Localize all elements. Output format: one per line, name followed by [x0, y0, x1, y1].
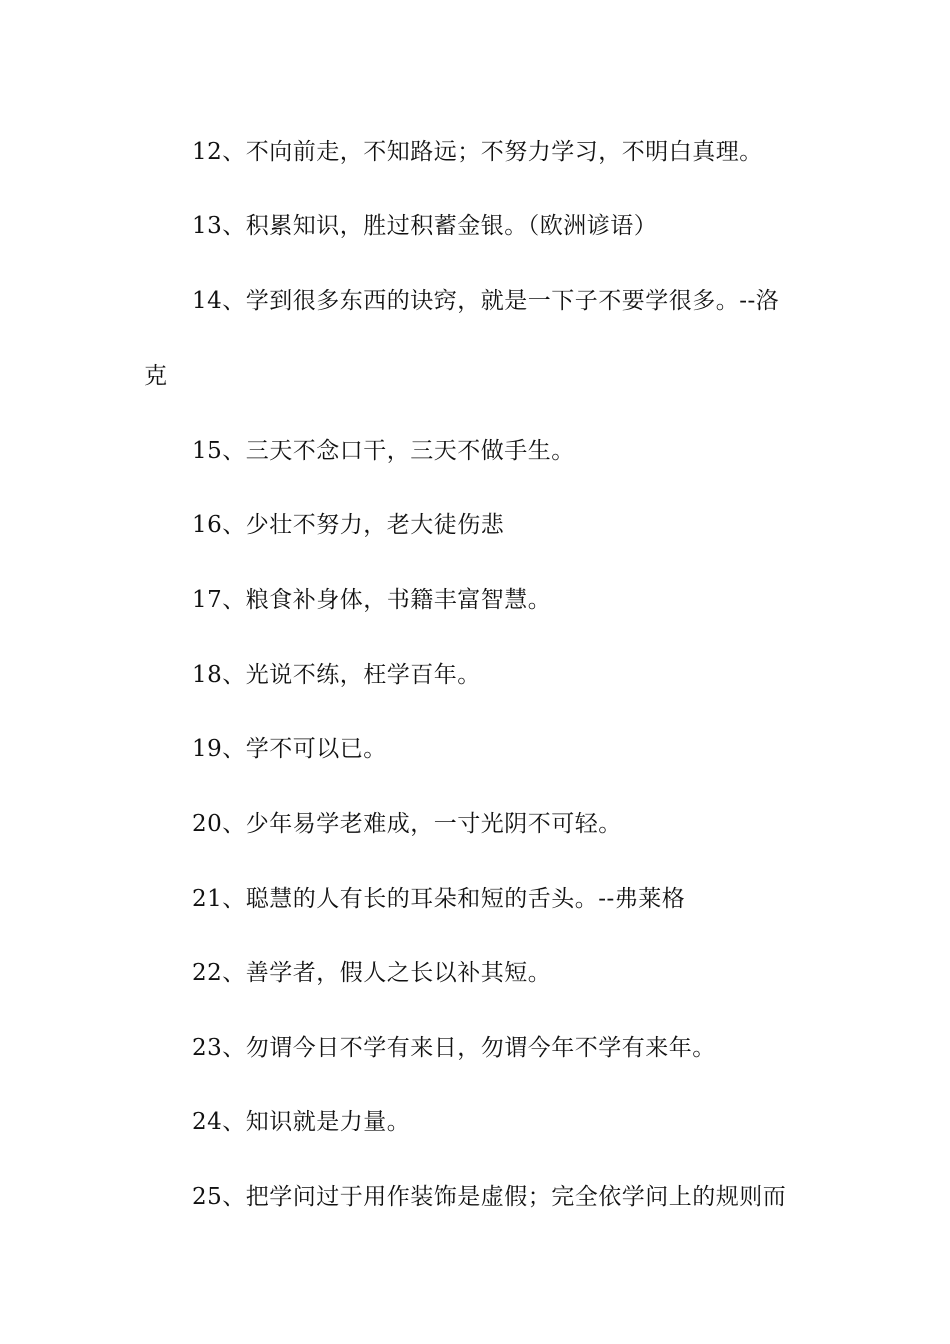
quote-line-25: 25、把学问过于用作装饰是虚假；完全依学问上的规则而	[192, 1184, 787, 1210]
quote-line-18: 18、光说不练，枉学百年。	[192, 662, 481, 688]
quote-line-14: 14、学到很多东西的诀窍，就是一下子不要学很多。--洛	[192, 288, 780, 314]
quote-line-22: 22、善学者，假人之长以补其短。	[192, 960, 552, 986]
quote-line-13: 13、积累知识，胜过积蓄金银。（欧洲谚语）	[192, 213, 658, 239]
quote-line-20: 20、少年易学老难成，一寸光阴不可轻。	[192, 811, 622, 837]
quote-line-14-continued: 克	[144, 363, 168, 389]
quote-line-19: 19、学不可以已。	[192, 736, 387, 762]
quote-line-21: 21、聪慧的人有长的耳朵和短的舌头。--弗莱格	[192, 886, 686, 912]
quote-line-15: 15、三天不念口干，三天不做手生。	[192, 438, 575, 464]
quote-line-12: 12、不向前走，不知路远；不努力学习，不明白真理。	[192, 139, 763, 165]
quote-line-17: 17、粮食补身体，书籍丰富智慧。	[192, 587, 552, 613]
quote-line-16: 16、少壮不努力，老大徒伤悲	[192, 512, 505, 538]
quote-line-24: 24、知识就是力量。	[192, 1109, 411, 1135]
quote-line-23: 23、勿谓今日不学有来日，勿谓今年不学有来年。	[192, 1035, 716, 1061]
